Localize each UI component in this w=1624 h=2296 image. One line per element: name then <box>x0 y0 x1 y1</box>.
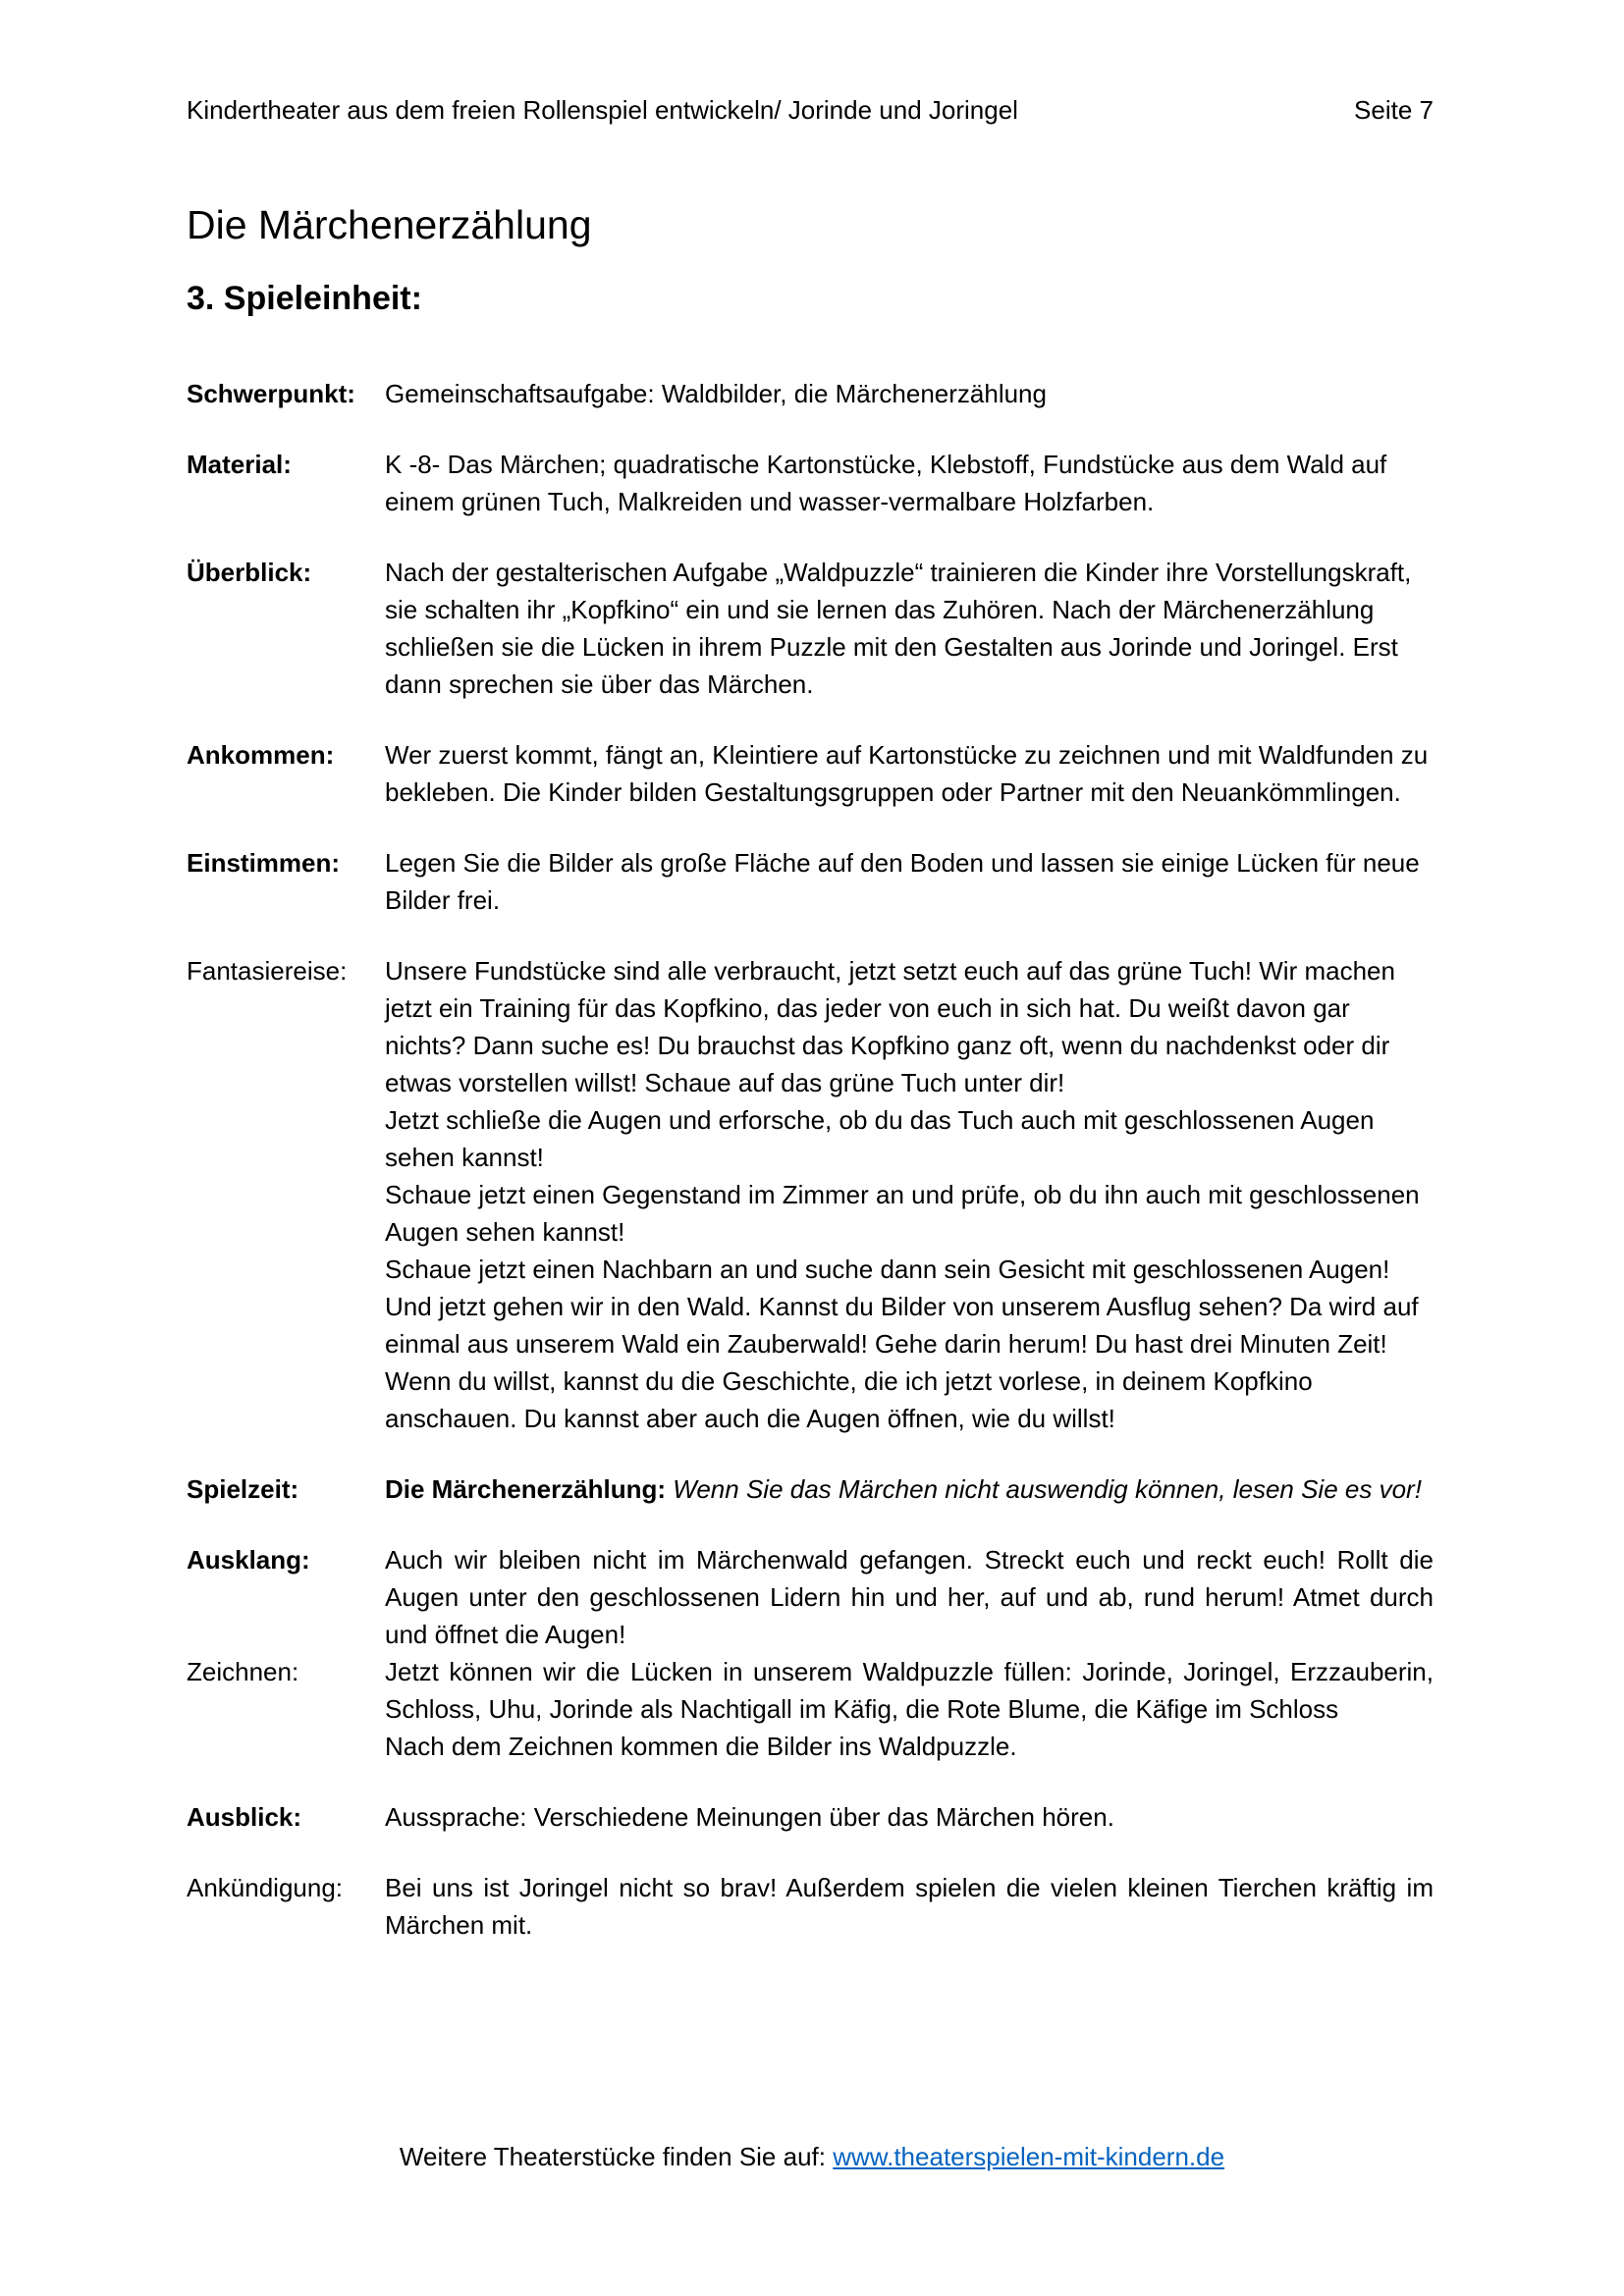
paragraph: Jetzt können wir die Lücken in unserem Waldpuzzle füllen: Jorinde, Joringel, Erzzauberin, Schloss, Uhu, Jorinde als Nachtigall im Käfig, die Rote Blume, die Käfige im Schloss <box>385 1657 1434 1724</box>
paragraph: Jetzt schließe die Augen und erforsche, ob du das Tuch auch mit geschlossenen Augen sehen kannst! <box>385 1105 1375 1172</box>
footer-text: Weitere Theaterstücke finden Sie auf: <box>399 2142 834 2171</box>
section-body-schwerpunkt <box>385 375 1434 412</box>
section-body-ueberblick <box>385 554 1434 703</box>
section-body-einstimmen <box>385 844 1434 919</box>
section-label-ausblick: Ausblick: <box>187 1802 302 1832</box>
sections <box>187 375 1434 1944</box>
paragraph: Nach dem Zeichnen kommen die Bilder ins Waldpuzzle. <box>385 1732 1017 1761</box>
page-header <box>187 94 1434 126</box>
section-label-fantasiereise: Fantasiereise: <box>187 956 348 986</box>
paragraph: Bei uns ist Joringel nicht so brav! Außerdem spielen die vielen kleinen Tierchen kräftig im Märchen mit. <box>385 1873 1434 1940</box>
page-title: Die Märchenerzählung <box>187 202 592 247</box>
section-fantasiereise <box>187 952 1434 1437</box>
header-running-title: Kindertheater aus dem freien Rollenspiel entwickeln/ Jorinde und Joringel <box>187 95 1018 125</box>
section-schwerpunkt <box>187 375 1434 412</box>
section-ausblick <box>187 1798 1434 1836</box>
section-einstimmen <box>187 844 1434 919</box>
section-body-material <box>385 446 1434 520</box>
section-ueberblick <box>187 554 1434 703</box>
section-body-zeichnen <box>385 1653 1434 1765</box>
paragraph: Schaue jetzt einen Nachbarn an und suche dann sein Gesicht mit geschlossenen Augen! <box>385 1255 1390 1284</box>
paragraph: Unsere Fundstücke sind alle verbraucht, jetzt setzt euch auf das grüne Tuch! Wir machen jetzt ein Training für das Kopfkino, das jeder von euch in sich hat. Du weißt davon gar nichts? Dann suche es! Du brauchst das Kopfkino ganz oft, wenn du nachdenkst oder dir etwas vorstellen willst! Schaue auf das grüne Tuch unter dir! <box>385 956 1395 1097</box>
section-ankommen <box>187 736 1434 811</box>
paragraph: Und jetzt gehen wir in den Wald. Kannst du Bilder von unserem Ausflug sehen? Da wird auf einmal aus unserem Wald ein Zauberwald! Gehe darin herum! Du hast drei Minuten Zeit! <box>385 1292 1419 1359</box>
section-label-material: Material: <box>187 450 292 479</box>
section-body-spielzeit <box>385 1470 1434 1508</box>
section-label-ausklang: Ausklang: <box>187 1545 310 1575</box>
paragraph: K -8- Das Märchen; quadratische Kartonstücke, Klebstoff, Fundstücke aus dem Wald auf einem grünen Tuch, Malkreiden und wasser-vermalbare Holzfarben. <box>385 450 1387 516</box>
section-label-zeichnen: Zeichnen: <box>187 1657 299 1686</box>
section-body-ausblick <box>385 1798 1434 1836</box>
footer-link[interactable]: www.theaterspielen-mit-kindern.de <box>833 2142 1225 2171</box>
paragraph: Die Märchenerzählung: Wenn Sie das Märchen nicht auswendig können, lesen Sie es vor! <box>385 1474 1422 1504</box>
section-zeichnen <box>187 1653 1434 1765</box>
paragraph: Wer zuerst kommt, fängt an, Kleintiere auf Kartonstücke zu zeichnen und mit Waldfunden zu bekleben. Die Kinder bilden Gestaltungsgruppen oder Partner mit den Neuankömmlingen. <box>385 740 1429 807</box>
paragraph: Aussprache: Verschiedene Meinungen über das Märchen hören. <box>385 1802 1114 1832</box>
section-label-spielzeit: Spielzeit: <box>187 1474 299 1504</box>
paragraph: Gemeinschaftsaufgabe: Waldbilder, die Märchenerzählung <box>385 379 1047 408</box>
section-body-ankuendigung <box>385 1869 1434 1944</box>
section-body-ausklang <box>385 1541 1434 1653</box>
paragraph: Nach der gestalterischen Aufgabe „Waldpuzzle“ trainieren die Kinder ihre Vorstellungskraft, sie schalten ihr „Kopfkino“ ein und sie lernen das Zuhören. Nach der Märchenerzählung schließen sie die Lücken in ihrem Puzzle mit den Gestalten aus Jorinde und Joringel. Erst dann sprechen sie über das Märchen. <box>385 558 1412 699</box>
section-label-ankuendigung: Ankündigung: <box>187 1873 344 1902</box>
paragraph: Schaue jetzt einen Gegenstand im Zimmer an und prüfe, ob du ihn auch mit geschlossenen Augen sehen kannst! <box>385 1180 1420 1247</box>
page-footer <box>0 2140 1624 2173</box>
section-ankuendigung <box>187 1869 1434 1944</box>
section-body-ankommen <box>385 736 1434 811</box>
paragraph: Legen Sie die Bilder als große Fläche auf den Boden und lassen sie einige Lücken für neue Bilder frei. <box>385 848 1420 915</box>
paragraph: Auch wir bleiben nicht im Märchenwald gefangen. Streckt euch und reckt euch! Rollt die Augen unter den geschlossenen Lidern hin und her, auf und ab, rund herum! Atmet durch und öffnet die Augen! <box>385 1545 1434 1649</box>
section-body-fantasiereise <box>385 952 1434 1437</box>
section-material <box>187 446 1434 520</box>
paragraph: Wenn du willst, kannst du die Geschichte, die ich jetzt vorlese, in deinem Kopfkino anschauen. Du kannst aber auch die Augen öffnen, wie du willst! <box>385 1366 1313 1433</box>
section-spielzeit <box>187 1470 1434 1508</box>
section-heading: 3. Spieleinheit: <box>187 280 422 317</box>
section-label-ueberblick: Überblick: <box>187 558 312 587</box>
section-label-ankommen: Ankommen: <box>187 740 335 770</box>
section-ausklang <box>187 1541 1434 1653</box>
section-label-einstimmen: Einstimmen: <box>187 848 341 878</box>
section-label-schwerpunkt: Schwerpunkt: <box>187 379 355 408</box>
header-page-number: Seite 7 <box>1354 95 1434 125</box>
